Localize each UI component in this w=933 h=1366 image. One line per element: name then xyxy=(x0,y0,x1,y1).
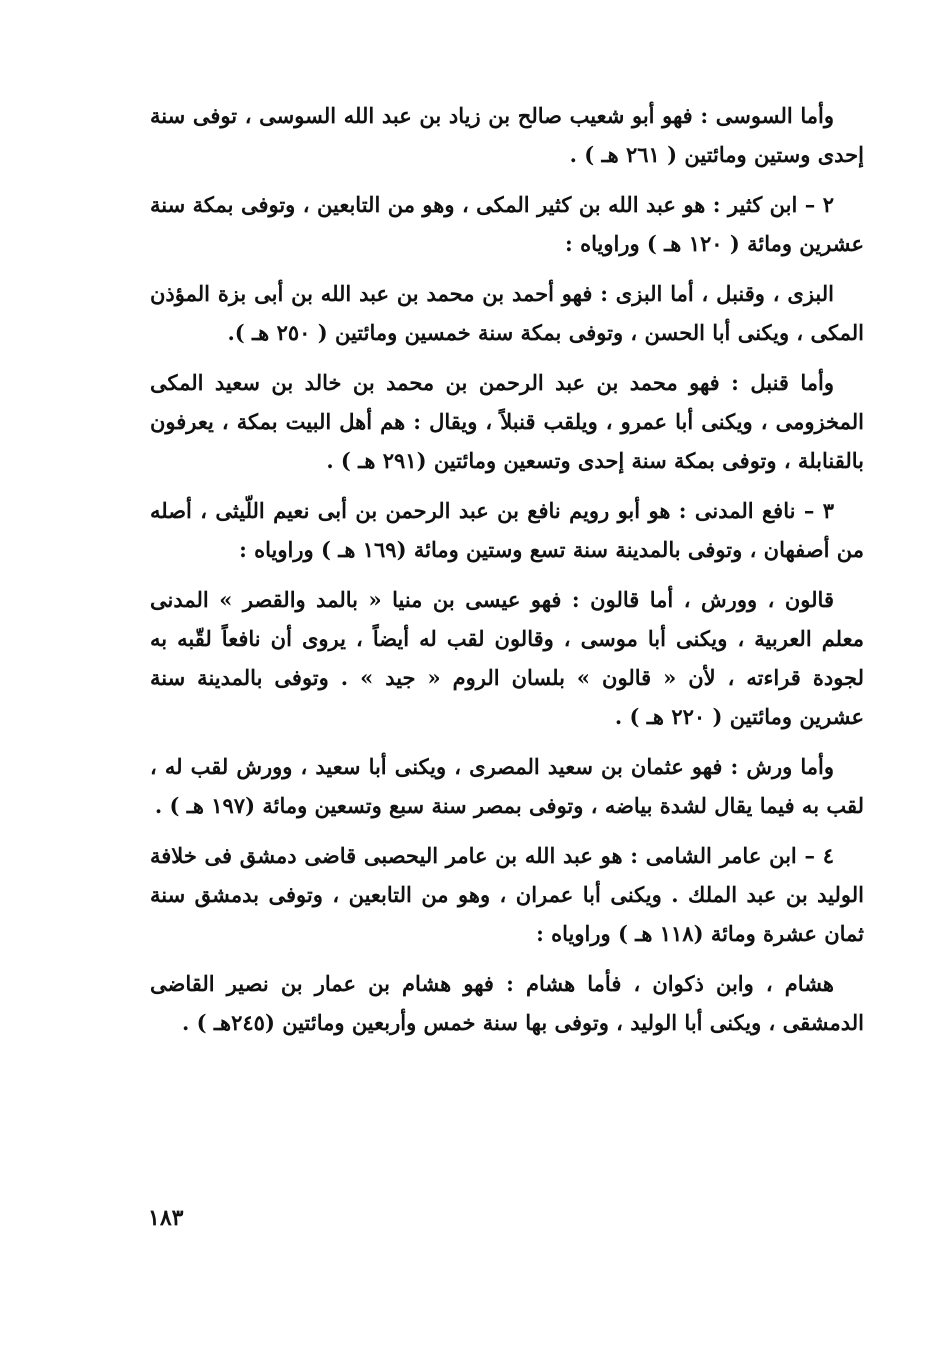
paragraph-ibn-amir: ٤ – ابن عامر الشامى : هو عبد الله بن عامر اليحصبى قاضى دمشق فى خلافة الوليد بن عبد الملك . ويكنى أبا عمران ، وهو من التابعين ، وتوفى بدمشق سنة ثمان عشرة ومائة (١١٨ هـ ) وراوياه : xyxy=(150,843,864,946)
paragraph-qalun: قالون ، وورش ، أما قالون : فهو عيسى بن منيا « بالمد والقصر » المدنى معلم العربية ، ويكنى أبا موسى ، وقالون لقب له أيضاً ، يروى أن نافعاً لقّبه به لجودة قراءته ، لأن « قالون » بلسان الروم « جيد » . وتوفى بالمدينة سنة عشرين ومائتين ( ٢٢٠ هـ ) . xyxy=(150,587,864,729)
paragraph-albazzi: البزى ، وقنبل ، أما البزى : فهو أحمد بن محمد بن عبد الله بن أبى بزة المؤذن المكى ، ويكنى أبا الحسن ، وتوفى بمكة سنة خمسين ومائتين ( ٢٥٠ هـ ). xyxy=(150,281,864,345)
paragraph-ibn-kathir: ٢ – ابن كثير : هو عبد الله بن كثير المكى ، وهو من التابعين ، وتوفى بمكة سنة عشرين ومائة ( ١٢٠ هـ ) وراوياه : xyxy=(150,192,864,256)
page-number: ١٨٣ xyxy=(148,1205,184,1231)
body-text xyxy=(150,96,864,1053)
paragraph-warsh: وأما ورش : فهو عثمان بن سعيد المصرى ، ويكنى أبا سعيد ، وورش لقب له ، لقب به فيما يقال لشدة بياضه ، وتوفى بمصر سنة سبع وتسعين ومائة (١٩٧ هـ ) . xyxy=(150,754,864,818)
paragraph-alsusi: وأما السوسى : فهو أبو شعيب صالح بن زياد بن عبد الله السوسى ، توفى سنة إحدى وستين ومائتين ( ٢٦١ هـ ) . xyxy=(150,103,864,167)
paragraph-hisham: هشام ، وابن ذكوان ، فأما هشام : فهو هشام بن عمار بن نصير القاضى الدمشقى ، ويكنى أبا الوليد ، وتوفى بها سنة خمس وأربعين ومائتين (٢٤٥هـ ) . xyxy=(150,971,864,1035)
paragraph-qunbul: وأما قنبل : فهو محمد بن عبد الرحمن بن محمد بن خالد بن سعيد المكى المخزومى ، ويكنى أبا عمرو ، ويلقب قنبلاً ، ويقال : هم أهل البيت بمكة ، يعرفون بالقنابلة ، وتوفى بمكة سنة إحدى وتسعين ومائتين (٢٩١ هـ ) . xyxy=(150,370,864,473)
paragraph-nafi: ٣ – نافع المدنى : هو أبو رويم نافع بن عبد الرحمن بن أبى نعيم اللّيثى ، أصله من أصفهان ، وتوفى بالمدينة سنة تسع وستين ومائة (١٦٩ هـ ) وراوياه : xyxy=(150,498,864,562)
